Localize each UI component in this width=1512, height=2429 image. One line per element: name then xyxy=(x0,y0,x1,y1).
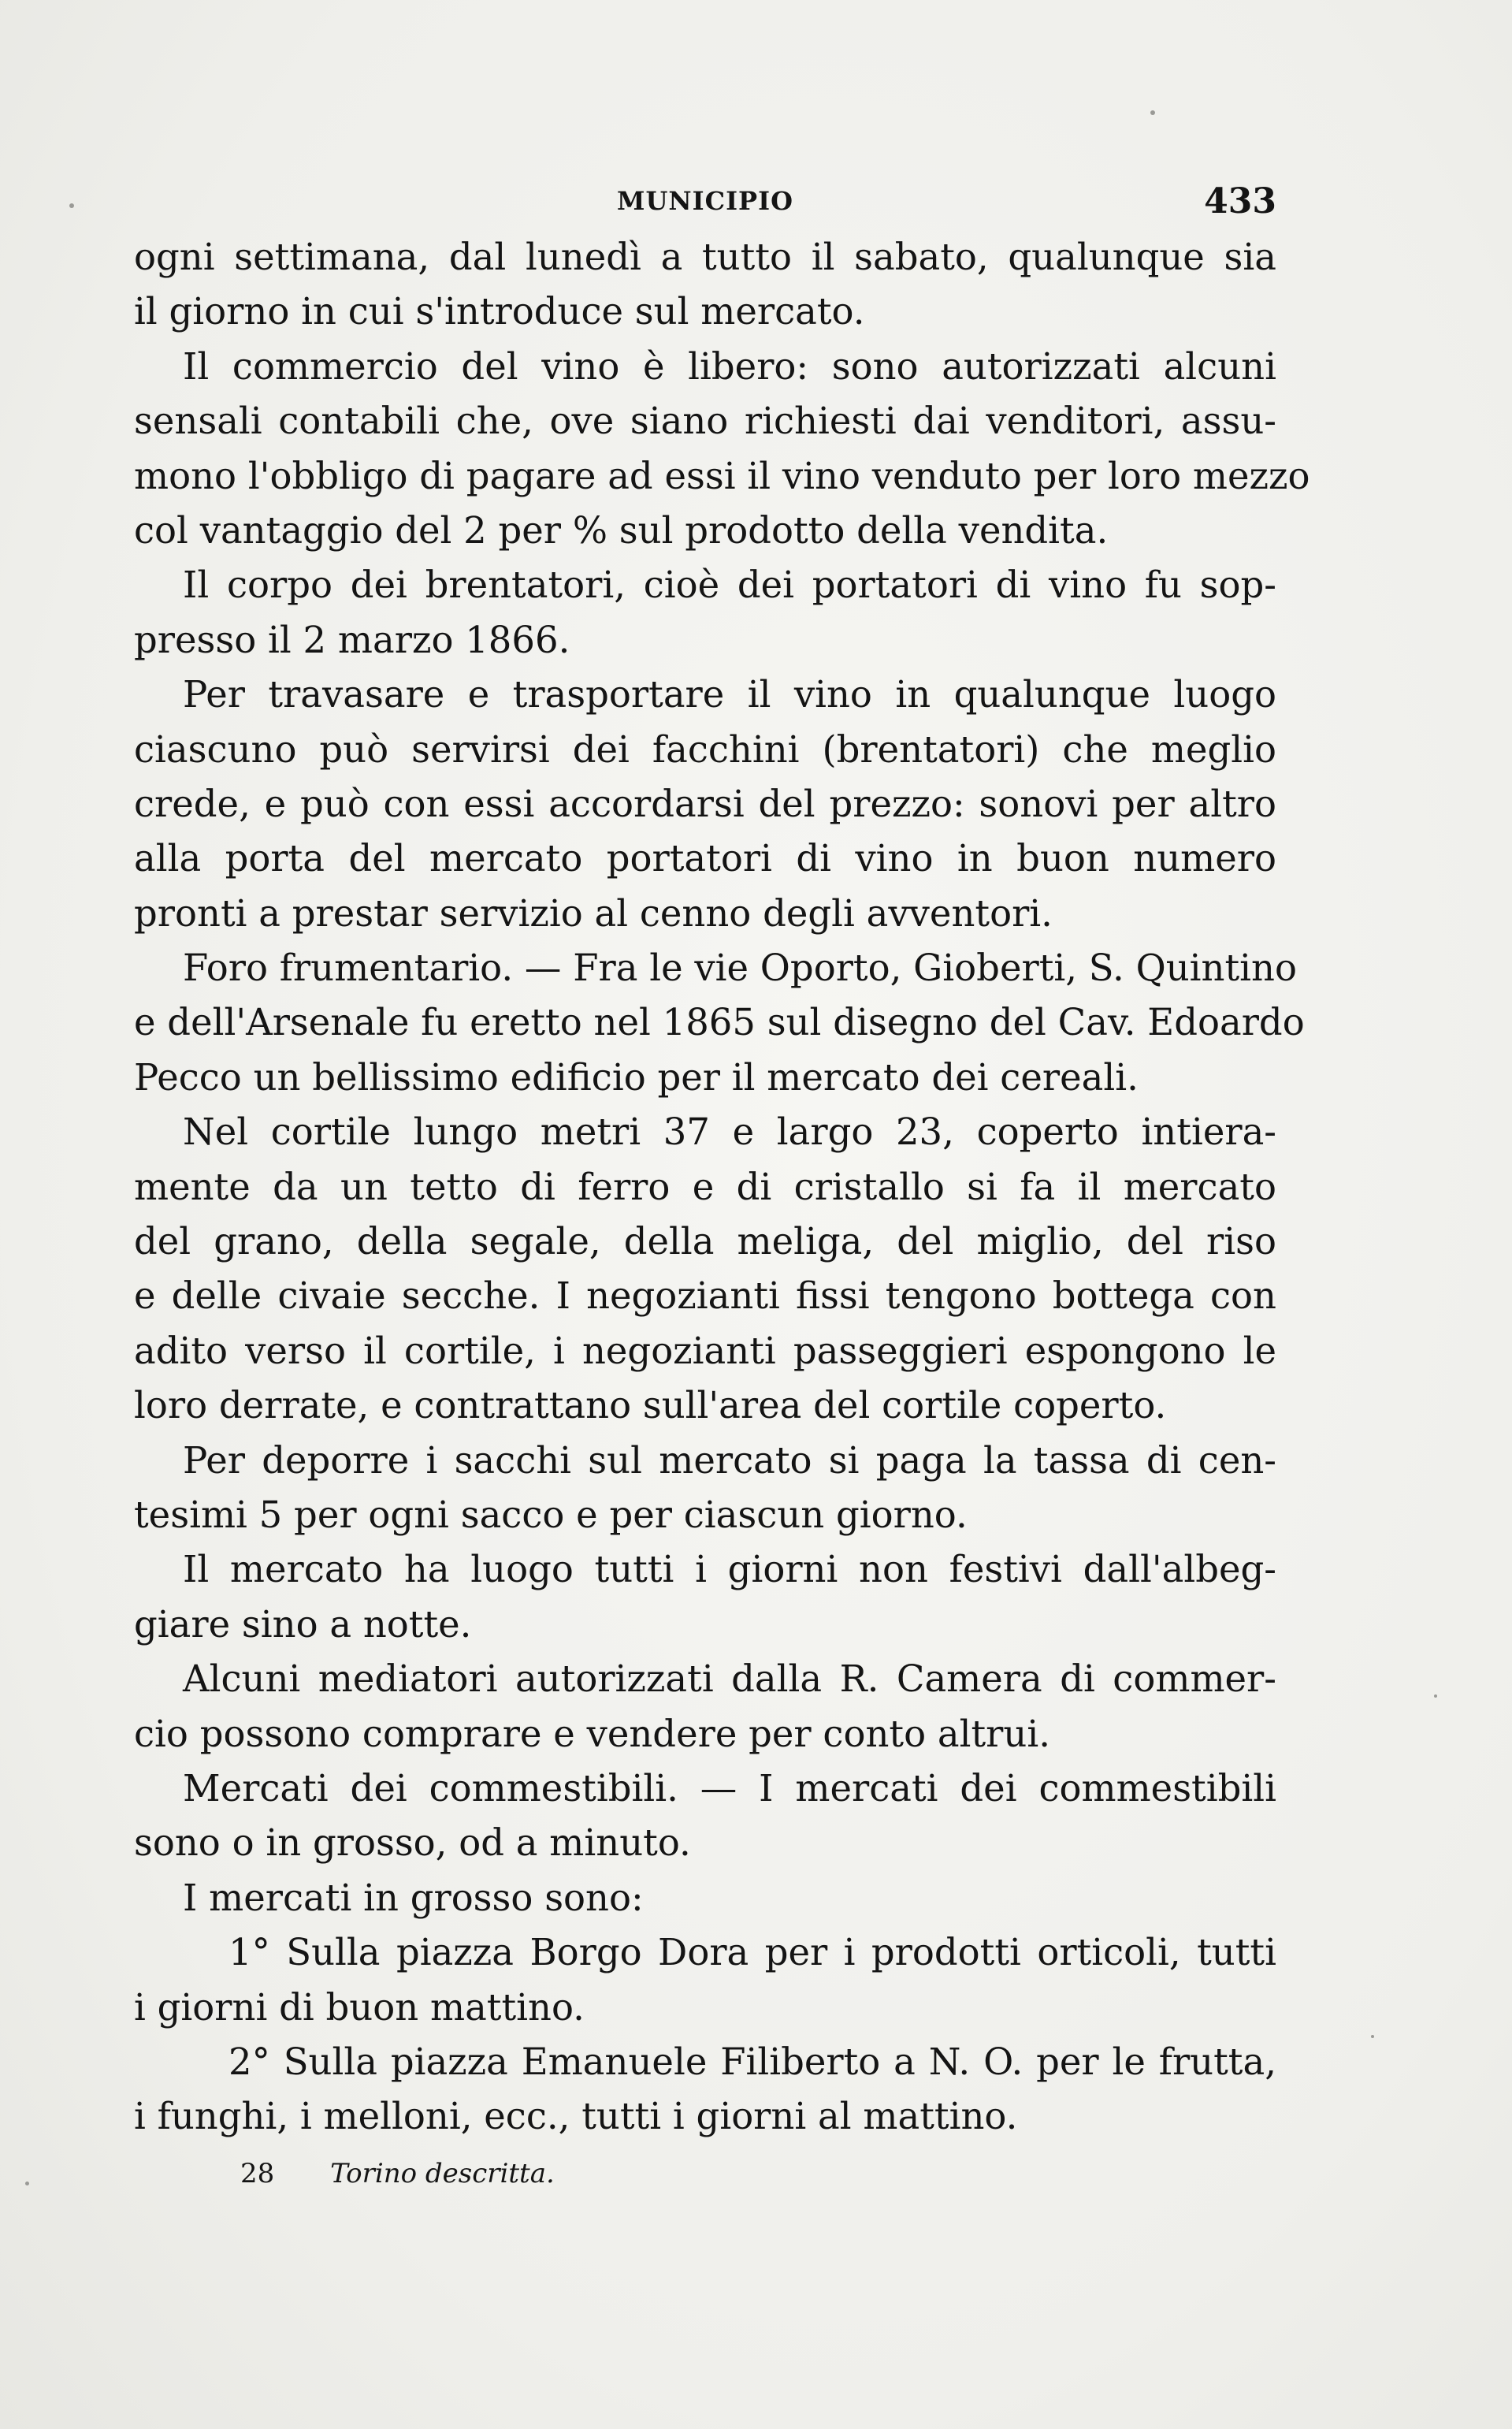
text-line: tesimi 5 per ogni sacco e per ciascun giorno. xyxy=(134,1493,968,1536)
text-line: I mercati in grosso sono: xyxy=(183,1876,644,1919)
running-head: MUNICIPIO xyxy=(617,186,793,216)
text-line: mente da un tetto di ferro e di cristallo si fa il mercato xyxy=(134,1165,1276,1208)
section-heading-line: Mercati dei commestibili. — I mercati dei commestibili xyxy=(183,1766,1276,1810)
text-line: e dell'Arsenale fu eretto nel 1865 sul disegno del Cav. Edoardo xyxy=(134,1001,1305,1044)
footer-title: Torino descritta. xyxy=(330,2158,555,2189)
paper-speck xyxy=(25,2182,29,2185)
text-line: il giorno in cui s'introduce sul mercato. xyxy=(134,290,865,333)
page-footer xyxy=(240,2158,555,2189)
text-line: i funghi, i melloni, ecc., tutti i giorni al mattino. xyxy=(134,2095,1018,2138)
text-line: mono l'obbligo di pagare ad essi il vino venduto per loro mezzo xyxy=(134,454,1310,497)
text-line: Pecco un bellissimo edificio per il mercato dei cereali. xyxy=(134,1055,1139,1099)
text-line: sono o in grosso, od a minuto. xyxy=(134,1821,691,1865)
text-line: presso il 2 marzo 1866. xyxy=(134,618,570,661)
signature-mark: 28 xyxy=(240,2158,275,2189)
paper-speck xyxy=(69,203,74,208)
text-line: Nel cortile lungo metri 37 e largo 23, coperto intiera- xyxy=(183,1110,1276,1154)
text-line: Il corpo dei brentatori, cioè dei portatori di vino fu sop- xyxy=(183,564,1276,607)
text-line: pronti a prestar servizio al cenno degli avventori. xyxy=(134,891,1053,935)
section-heading-line: Foro frumentario. — Fra le vie Oporto, Gioberti, S. Quintino xyxy=(183,947,1297,990)
text-line: Alcuni mediatori autorizzati dalla R. Camera di commer- xyxy=(183,1657,1276,1701)
text-line: giare sino a notte. xyxy=(134,1602,472,1646)
text-line: col vantaggio del 2 per % sul prodotto della vendita. xyxy=(134,508,1109,552)
paper-speck xyxy=(1150,110,1155,115)
list-item-line: 1° Sulla piazza Borgo Dora per i prodotti orticoli, tutti xyxy=(228,1931,1276,1974)
text-line: alla porta del mercato portatori di vino in buon numero xyxy=(134,837,1276,880)
text-line: Il commercio del vino è libero: sono autorizzati alcuni xyxy=(183,344,1276,388)
paper-speck xyxy=(1434,1694,1437,1698)
text-line: e delle civaie secche. I negozianti fissi tengono bottega con xyxy=(134,1274,1276,1318)
page-header xyxy=(134,181,1276,221)
text-line: crede, e può con essi accordarsi del prezzo: sonovi per altro xyxy=(134,782,1276,825)
text-line: loro derrate, e contrattano sull'area del cortile coperto. xyxy=(134,1384,1167,1427)
page-number: 433 xyxy=(1204,181,1276,221)
paper-speck xyxy=(1371,2035,1374,2038)
text-line: Per deporre i sacchi sul mercato si paga la tassa di cen- xyxy=(183,1438,1276,1482)
text-line: Per travasare e trasportare il vino in qualunque luogo xyxy=(183,673,1276,716)
text-line: cio possono comprare e vendere per conto altrui. xyxy=(134,1712,1050,1755)
text-line: adito verso il cortile, i negozianti passeggieri espongono le xyxy=(134,1329,1276,1372)
list-item-line: 2° Sulla piazza Emanuele Filiberto a N. O. per le frutta, xyxy=(228,2040,1276,2083)
text-line: sensali contabili che, ove siano richiesti dai venditori, assu- xyxy=(134,400,1276,443)
text-line: Il mercato ha luogo tutti i giorni non festivi dall'albeg- xyxy=(183,1548,1276,1591)
text-line: ciascuno può servirsi dei facchini (brentatori) che meglio xyxy=(134,727,1276,771)
text-line: i giorni di buon mattino. xyxy=(134,1985,585,2029)
text-line: del grano, della segale, della meliga, del miglio, del riso xyxy=(134,1220,1276,1263)
text-line: ogni settimana, dal lunedì a tutto il sabato, qualunque sia xyxy=(134,236,1276,278)
body-text xyxy=(134,230,1310,2144)
